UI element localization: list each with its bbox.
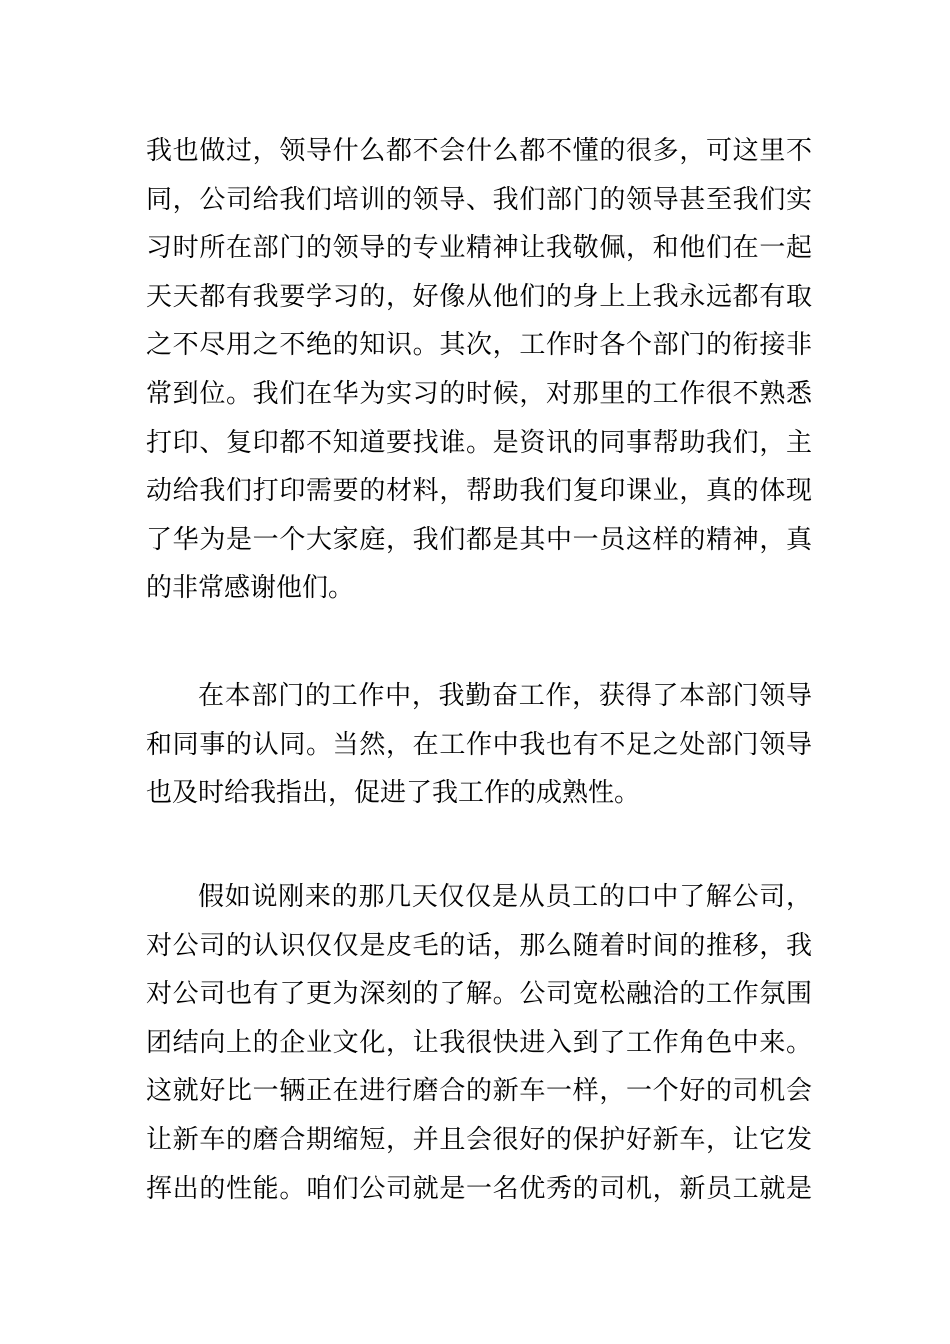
paragraph-line: 打印、复印都不知道要找谁。是资讯的同事帮助我们，主 bbox=[146, 427, 812, 458]
paragraph-line: 常到位。我们在华为实习的时候，对那里的工作很不熟悉 bbox=[146, 378, 812, 409]
paragraph-line: 对公司的认识仅仅是皮毛的话，那么随着时间的推移，我 bbox=[146, 930, 812, 961]
paragraph-line: 的非常感谢他们。 bbox=[146, 573, 355, 604]
paragraph-line: 同，公司给我们培训的领导、我们部门的领导甚至我们实 bbox=[146, 184, 812, 215]
paragraph-line: 这就好比一辆正在进行磨合的新车一样，一个好的司机会 bbox=[146, 1076, 812, 1107]
paragraph-line: 动给我们打印需要的材料，帮助我们复印课业，真的体现 bbox=[146, 476, 812, 507]
paragraph-line: 挥出的性能。咱们公司就是一名优秀的司机，新员工就是 bbox=[146, 1173, 812, 1204]
paragraph-line: 团结向上的企业文化，让我很快进入到了工作角色中来。 bbox=[146, 1027, 812, 1058]
paragraph-line: 也及时给我指出，促进了我工作的成熟性。 bbox=[146, 778, 641, 809]
paragraph-2 bbox=[146, 672, 812, 818]
paragraph-line: 对公司也有了更为深刻的了解。公司宽松融洽的工作氛围 bbox=[146, 979, 812, 1010]
paragraph-line: 和同事的认同。当然，在工作中我也有不足之处部门领导 bbox=[146, 729, 812, 760]
paragraph-1 bbox=[146, 127, 812, 613]
paragraph-line: 了华为是一个大家庭，我们都是其中一员这样的精神，真 bbox=[146, 524, 812, 555]
paragraph-line: 在本部门的工作中，我勤奋工作，获得了本部门领导 bbox=[198, 681, 812, 711]
paragraph-line: 天天都有我要学习的，好像从他们的身上上我永远都有取 bbox=[146, 281, 812, 312]
paragraph-3 bbox=[146, 873, 812, 1213]
paragraph-line: 让新车的磨合期缩短，并且会很好的保护好新车，让它发 bbox=[146, 1124, 812, 1155]
paragraph-line: 假如说刚来的那几天仅仅是从员工的口中了解公司， bbox=[198, 882, 812, 912]
paragraph-line: 习时所在部门的领导的专业精神让我敬佩，和他们在一起 bbox=[146, 233, 812, 264]
paragraph-line: 之不尽用之不绝的知识。其次，工作时各个部门的衔接非 bbox=[146, 330, 812, 361]
paragraph-line: 我也做过，领导什么都不会什么都不懂的很多，可这里不 bbox=[146, 136, 812, 166]
